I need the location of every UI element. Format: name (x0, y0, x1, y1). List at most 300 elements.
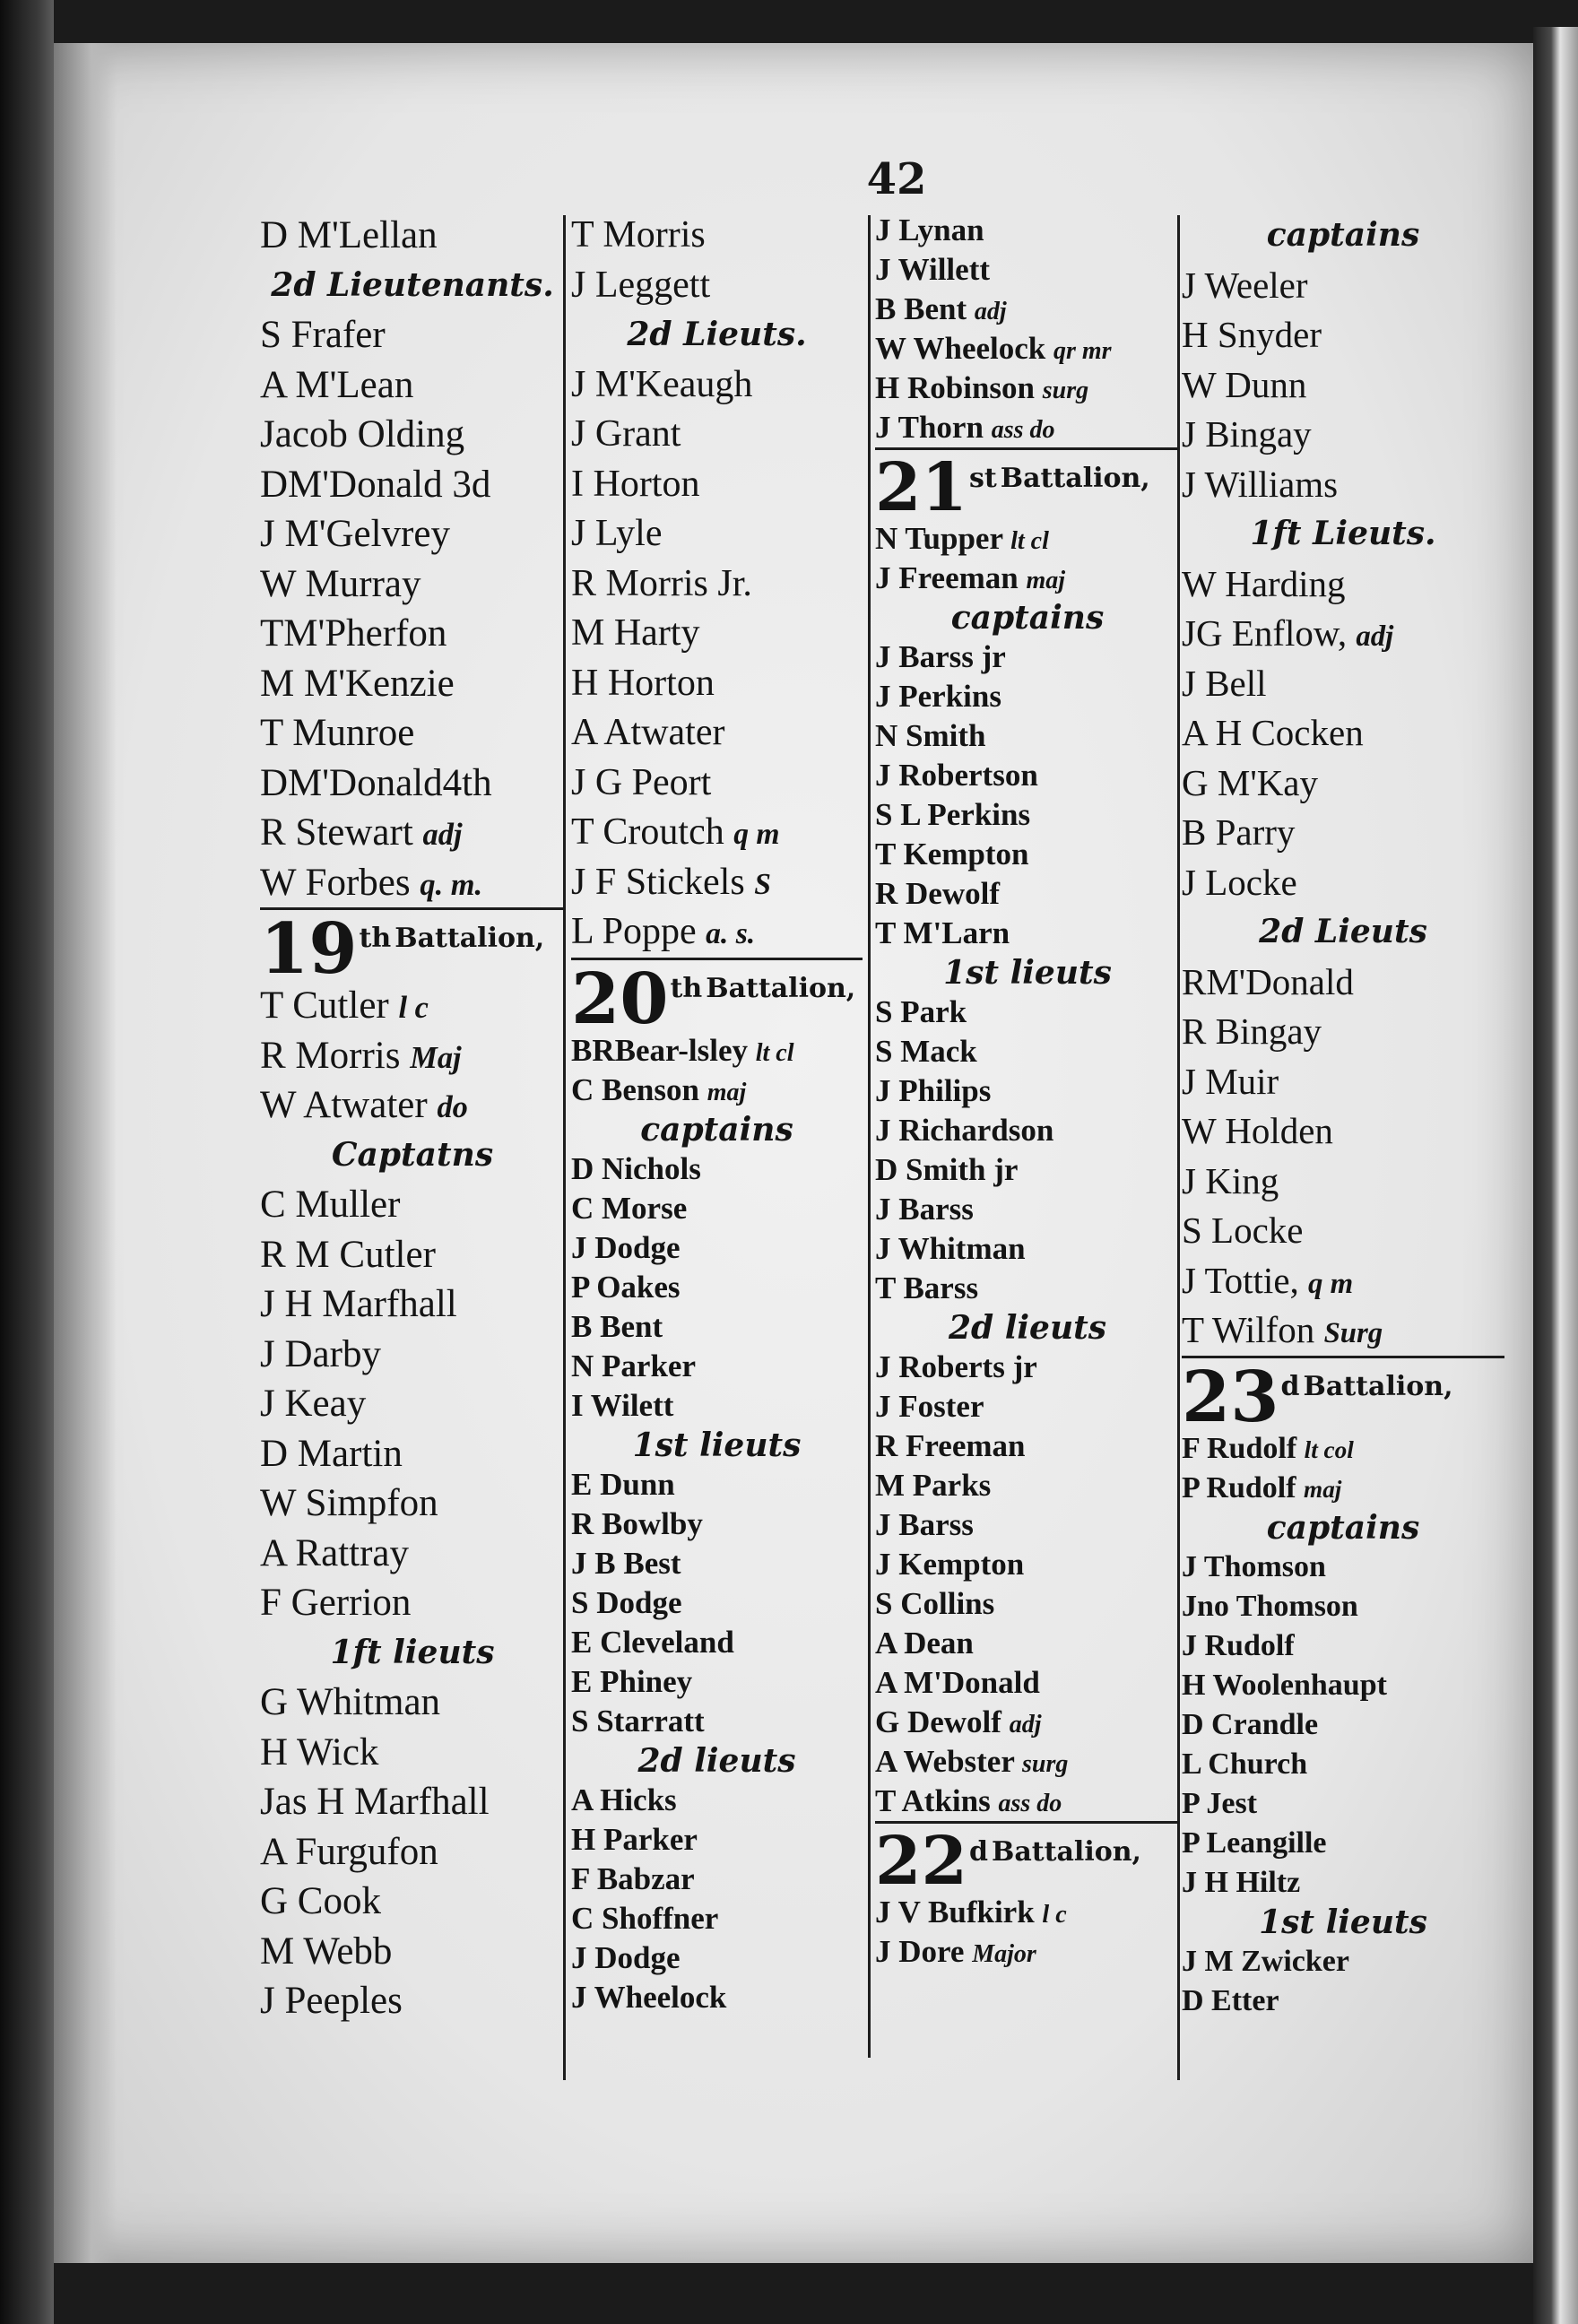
column-rule (868, 215, 871, 2058)
rank-subheading (1182, 211, 1504, 261)
officer-name: BRBear-lsley (571, 1032, 748, 1068)
officer-entry (260, 360, 565, 411)
battalion-heading (260, 907, 565, 990)
roster-section (571, 958, 863, 2017)
officer-name: H Parker (571, 1821, 698, 1857)
officer-name: J Williams (1182, 463, 1339, 505)
officer-name: L Church (1182, 1747, 1308, 1781)
column-2 (571, 211, 863, 2017)
officer-name: S Dodge (571, 1584, 682, 1620)
officer-name: B Bent (571, 1308, 663, 1344)
officer-name: D Martin (260, 1432, 403, 1475)
officer-entry (571, 1860, 863, 1899)
officer-role-suffix: l c (398, 991, 429, 1025)
officer-role-suffix: maj (1304, 1475, 1342, 1503)
officer-name: J Muir (1182, 1060, 1279, 1102)
officer-entry (1182, 609, 1504, 659)
rank-label: 2d lieuts (637, 1741, 796, 1780)
officer-name: A Dean (875, 1626, 974, 1661)
officer-name: Jas H Marfhall (260, 1781, 490, 1823)
battalion-ordinal-suffix: th (670, 972, 703, 1004)
officer-entry (875, 211, 1180, 250)
officer-role-suffix: surg (1042, 377, 1089, 404)
rank-label: captains (1266, 1508, 1420, 1547)
battalion-ordinal-suffix: d (968, 1836, 988, 1868)
officer-name: RM'Donald (1182, 960, 1354, 1002)
officer-entry (260, 1578, 565, 1628)
battalion-ordinal-suffix: st (968, 463, 997, 494)
officer-entry (875, 250, 1180, 290)
officer-name: J Barss (875, 1507, 974, 1542)
adjacent-page-edge (1533, 27, 1578, 2324)
officer-entry (260, 1728, 565, 1778)
officer-name: J Willett (875, 252, 991, 287)
officer-name: J Keay (260, 1383, 367, 1425)
officer-name: J Locke (1182, 861, 1297, 903)
officer-entry (1182, 708, 1504, 759)
officer-name: R Dewolf (875, 876, 1000, 911)
rank-subheading (260, 1131, 565, 1181)
officer-entry (571, 1899, 863, 1938)
officer-entry (260, 1330, 565, 1380)
rank-subheading (875, 1308, 1180, 1348)
officer-name: A Furgufon (260, 1830, 438, 1873)
rank-label: 2d Lieuts. (627, 316, 807, 353)
roster-section (1182, 211, 1504, 1356)
officer-name: G Cook (260, 1880, 381, 1922)
officer-name: Jacob Olding (260, 413, 465, 455)
officer-entry (1182, 1784, 1504, 1824)
rank-subheading (875, 953, 1180, 993)
officer-entry (260, 1777, 565, 1827)
officer-name: T M'Larn (875, 915, 1010, 950)
battalion-label: Battalion, (1000, 463, 1150, 494)
officer-name: S Locke (1182, 1210, 1304, 1251)
rank-subheading (1182, 907, 1504, 958)
officer-entry (571, 759, 863, 809)
officer-name: J Barss (875, 1192, 974, 1227)
officer-entry (875, 1893, 1180, 1932)
officer-entry (1182, 659, 1504, 709)
officer-entry (571, 509, 863, 559)
officer-entry (1182, 858, 1504, 908)
officer-name: H Horton (571, 662, 715, 704)
officer-role-suffix: adj (1356, 620, 1394, 653)
officer-name: M Harty (571, 612, 700, 654)
officer-name: A M'Donald (875, 1665, 1040, 1700)
officer-name: D Etter (1182, 1983, 1279, 2017)
officer-name: P Jest (1182, 1786, 1258, 1820)
officer-entry (875, 1426, 1180, 1466)
officer-name: J G Peort (571, 761, 712, 803)
officer-name: C Morse (571, 1190, 688, 1226)
rank-subheading (260, 261, 565, 311)
battalion-ordinal-suffix: d (1280, 1370, 1300, 1402)
rank-subheading (1182, 1508, 1504, 1548)
officer-name: D Nichols (571, 1150, 701, 1186)
officer-name: R Freeman (875, 1428, 1026, 1463)
officer-entry (1182, 1745, 1504, 1784)
officer-entry (571, 460, 863, 510)
battalion-heading (875, 447, 1180, 526)
officer-name: A H Cocken (1182, 712, 1364, 753)
officer-entry (260, 659, 565, 709)
officer-name: W Murray (260, 562, 421, 605)
officer-entry (571, 1583, 863, 1623)
officer-name: T Barss (875, 1270, 979, 1305)
officer-role-suffix: ass do (998, 1790, 1062, 1817)
officer-name: R Morris Jr. (571, 562, 752, 604)
officer-entry (571, 360, 863, 411)
officer-entry (875, 1742, 1180, 1782)
officer-role-suffix: lt cl (755, 1038, 794, 1067)
officer-name: J Bingay (1182, 413, 1312, 455)
rank-label: 1ft Lieuts. (1250, 515, 1436, 552)
officer-role-suffix: q m (1308, 1267, 1354, 1300)
battalion-heading (571, 958, 863, 1040)
officer-entry (875, 914, 1180, 953)
officer-entry (260, 808, 565, 858)
officer-name: J Freeman (875, 560, 1019, 595)
officer-name: J Kempton (875, 1547, 1025, 1582)
officer-entry (260, 1080, 565, 1131)
roster-section (571, 211, 863, 958)
officer-entry (571, 1228, 863, 1268)
officer-role-suffix: Surg (1323, 1317, 1383, 1349)
officer-name: C Muller (260, 1184, 401, 1226)
officer-name: L Poppe (571, 911, 697, 952)
rank-subheading (1182, 1903, 1504, 1942)
battalion-number: 23 (1182, 1356, 1279, 1438)
officer-name: DM'Donald4th (260, 761, 492, 804)
officer-entry (260, 1230, 565, 1280)
officer-entry (260, 1827, 565, 1877)
officer-name: J Bell (1182, 662, 1267, 704)
page-binding-shadow (54, 43, 117, 2263)
officer-entry (260, 410, 565, 460)
officer-entry (571, 1071, 863, 1110)
officer-entry (571, 1662, 863, 1702)
officer-name: N Smith (875, 718, 986, 753)
officer-name: I Wilett (571, 1387, 674, 1423)
officer-entry (1182, 1429, 1504, 1469)
officer-entry (260, 559, 565, 610)
officer-name: E Phiney (571, 1663, 693, 1699)
officer-entry (571, 1702, 863, 1741)
roster-section (1182, 1356, 1504, 2021)
rank-subheading (571, 1426, 863, 1465)
officer-name: J Perkins (875, 679, 1001, 714)
officer-role-suffix: Major (972, 1940, 1036, 1968)
officer-role-suffix: qr mr (1053, 337, 1112, 365)
officer-name: H Woolenhaupt (1182, 1668, 1387, 1702)
officer-entry (260, 708, 565, 759)
rank-label: captains (950, 599, 1105, 637)
officer-entry (571, 659, 863, 709)
officer-entry (875, 637, 1180, 677)
officer-name: D Crandle (1182, 1707, 1319, 1741)
officer-entry (1182, 1942, 1504, 1981)
column-4 (1182, 211, 1504, 2021)
officer-entry (875, 716, 1180, 756)
officer-name: M Parks (875, 1468, 992, 1503)
officer-entry (875, 1703, 1180, 1742)
officer-name: J Foster (875, 1389, 984, 1424)
rank-label: 2d Lieutenants. (271, 265, 554, 304)
rank-label: 1st lieuts (943, 954, 1112, 992)
officer-entry (571, 609, 863, 659)
officer-entry (260, 981, 565, 1031)
officer-entry (1182, 1981, 1504, 2021)
officer-entry (875, 329, 1180, 369)
officer-entry (875, 1348, 1180, 1387)
officer-role-suffix: q. m. (420, 867, 483, 902)
officer-entry (875, 1111, 1180, 1150)
rank-subheading (571, 1741, 863, 1781)
officer-name: R Bowlby (571, 1505, 703, 1541)
officer-name: J F Stickels (571, 861, 745, 903)
officer-name: R Morris (260, 1034, 401, 1077)
rank-label: 2d lieuts (948, 1309, 1107, 1347)
officer-role-suffix: S (754, 867, 771, 901)
officer-entry (875, 1269, 1180, 1308)
officer-name: J H Marfhall (260, 1283, 457, 1325)
officer-entry (875, 1932, 1180, 1972)
officer-entry (571, 1465, 863, 1505)
officer-entry (571, 1268, 863, 1307)
officer-entry (571, 1623, 863, 1662)
officer-role-suffix: Maj (410, 1040, 462, 1075)
officer-entry (1182, 1824, 1504, 1863)
officer-name: M Webb (260, 1929, 393, 1973)
officer-name: J Lynan (875, 212, 984, 247)
rank-label: captains (1266, 216, 1420, 254)
officer-entry (260, 759, 565, 809)
officer-name: R M Cutler (260, 1233, 436, 1276)
officer-name: T Kempton (875, 837, 1029, 872)
officer-entry (875, 1071, 1180, 1111)
officer-name: J Peeples (260, 1980, 403, 2022)
officer-entry (571, 1820, 863, 1860)
officer-name: J H Hiltz (1182, 1865, 1301, 1899)
officer-entry (571, 1505, 863, 1544)
officer-entry (1182, 1157, 1504, 1207)
rank-subheading (260, 1628, 565, 1678)
officer-entry (875, 519, 1180, 559)
officer-entry (260, 1031, 565, 1081)
officer-entry (875, 756, 1180, 795)
rank-subheading (571, 1110, 863, 1149)
officer-name: J M'Keaugh (571, 363, 753, 405)
officer-name: M M'Kenzie (260, 662, 455, 705)
officer-name: J King (1182, 1159, 1279, 1201)
officer-entry (571, 1544, 863, 1583)
officer-name: B Bent (875, 291, 967, 326)
officer-entry (875, 874, 1180, 914)
officer-entry (875, 1782, 1180, 1821)
officer-entry (571, 1938, 863, 1978)
officer-role-suffix: do (437, 1090, 468, 1124)
battalion-label: Battalion, (706, 972, 856, 1004)
officer-entry (571, 858, 863, 908)
officer-entry (571, 211, 863, 261)
battalion-ordinal-suffix: th (359, 923, 392, 954)
officer-name: J Barss jr (875, 639, 1006, 674)
officer-entry (260, 609, 565, 659)
officer-name: A Rattray (260, 1531, 409, 1574)
officer-name: J Thorn (875, 410, 984, 445)
officer-entry (1182, 261, 1504, 311)
officer-name: J M'Gelvrey (260, 513, 450, 555)
officer-name: J Dodge (571, 1229, 681, 1265)
officer-name: D M'Lellan (260, 214, 438, 256)
officer-entry (260, 1180, 565, 1230)
officer-entry (1182, 958, 1504, 1008)
officer-entry (260, 509, 565, 559)
officer-entry (1182, 1705, 1504, 1745)
officer-entry (1182, 1587, 1504, 1626)
officer-name: E Cleveland (571, 1624, 734, 1660)
officer-entry (1182, 1863, 1504, 1903)
officer-name: W Holden (1182, 1110, 1333, 1151)
officer-name: T Croutch (571, 811, 724, 853)
officer-role-suffix: maj (1026, 567, 1066, 594)
battalion-number: 20 (571, 958, 669, 1040)
officer-name: S Frafer (260, 314, 386, 356)
officer-entry (875, 1505, 1180, 1545)
officer-name: S Mack (875, 1034, 977, 1069)
officer-name: T Wilfon (1182, 1309, 1315, 1350)
officer-name: J Lyle (571, 513, 663, 554)
officer-entry (1182, 410, 1504, 460)
rank-label: 1st lieuts (1259, 1903, 1427, 1941)
officer-name: J Robertson (875, 758, 1038, 793)
officer-entry (875, 1584, 1180, 1624)
officer-name: P Leangille (1182, 1825, 1327, 1860)
officer-entry (571, 708, 863, 759)
roster-section (875, 1821, 1180, 1972)
officer-name: B Parry (1182, 811, 1296, 853)
officer-entry (571, 410, 863, 460)
officer-role-suffix: lt col (1304, 1435, 1354, 1463)
officer-entry (1182, 1666, 1504, 1705)
officer-entry (1182, 808, 1504, 858)
officer-name: E Dunn (571, 1466, 675, 1502)
officer-role-suffix: ass do (991, 416, 1055, 444)
officer-name: DM'Donald 3d (260, 463, 491, 506)
officer-entry (875, 1545, 1180, 1584)
rank-label: 2d Lieuts (1259, 913, 1427, 950)
officer-name: T Cutler (260, 984, 389, 1027)
officer-name: F Gerrion (260, 1582, 412, 1624)
battalion-number: 22 (875, 1823, 967, 1900)
officer-entry (571, 1189, 863, 1228)
officer-name: N Tupper (875, 521, 1003, 556)
officer-name: G Whitman (260, 1681, 441, 1723)
officer-name: W Dunn (1182, 363, 1307, 405)
officer-entry (260, 1379, 565, 1429)
officer-entry (875, 1663, 1180, 1703)
officer-entry (875, 408, 1180, 447)
officer-entry (571, 1386, 863, 1426)
officer-name: J Wheelock (571, 1979, 727, 2015)
officer-name: A Hicks (571, 1782, 677, 1817)
officer-name: P Rudolf (1182, 1470, 1296, 1505)
officer-name: J B Best (571, 1545, 681, 1581)
officer-name: T Morris (571, 214, 706, 256)
column-3 (875, 211, 1180, 1972)
battalion-number: 19 (260, 908, 358, 990)
officer-name: J Tottie, (1182, 1259, 1299, 1301)
officer-entry (260, 858, 565, 908)
officer-name: T Munroe (260, 712, 415, 754)
officer-entry (260, 1479, 565, 1529)
officer-entry (1182, 1256, 1504, 1306)
officer-entry (571, 808, 863, 858)
officer-name: JG Enflow, (1182, 612, 1348, 654)
officer-entry (260, 1877, 565, 1927)
officer-name: H Snyder (1182, 314, 1322, 355)
officer-entry (875, 559, 1180, 598)
officer-name: J Grant (571, 413, 681, 455)
officer-name: W Forbes (260, 861, 411, 904)
officer-name: Jno Thomson (1182, 1589, 1358, 1623)
officer-name: C Benson (571, 1071, 699, 1107)
officer-name: W Wheelock (875, 331, 1046, 366)
officer-name: J Thomson (1182, 1549, 1326, 1583)
officer-name: N Parker (571, 1348, 696, 1383)
officer-entry (571, 559, 863, 610)
officer-entry (875, 1032, 1180, 1071)
battalion-heading (875, 1821, 1180, 1900)
officer-role-suffix: lt cl (1010, 527, 1049, 555)
officer-name: F Babzar (571, 1860, 695, 1896)
officer-entry (260, 1429, 565, 1479)
officer-name: W Harding (1182, 562, 1346, 604)
officer-name: I Horton (571, 463, 700, 505)
officer-entry (875, 795, 1180, 835)
roster-section (260, 907, 565, 2026)
rank-subheading (1182, 509, 1504, 559)
page-number: 42 (866, 154, 927, 204)
officer-entry (571, 1978, 863, 2017)
officer-name: J Whitman (875, 1231, 1026, 1266)
officer-entry (571, 1347, 863, 1386)
officer-name: R Stewart (260, 811, 413, 854)
officer-name: A M'Lean (260, 363, 414, 406)
battalion-label: Battalion, (394, 923, 545, 954)
officer-name: S Collins (875, 1586, 995, 1621)
officer-name: W Atwater (260, 1084, 428, 1126)
officer-entry (571, 1781, 863, 1820)
officer-name: A Atwater (571, 712, 725, 753)
scan-left-margin (0, 0, 54, 2324)
officer-name: S Starratt (571, 1703, 705, 1739)
officer-entry (875, 835, 1180, 874)
officer-name: J Leggett (571, 264, 711, 306)
officer-entry (875, 369, 1180, 408)
battalion-number: 21 (875, 449, 967, 526)
officer-entry (1182, 1548, 1504, 1587)
officer-name: J M Zwicker (1182, 1944, 1349, 1978)
officer-role-suffix: adj (422, 818, 463, 852)
officer-role-suffix: adj (1009, 1711, 1042, 1739)
officer-entry (1182, 1626, 1504, 1666)
officer-entry (1182, 759, 1504, 809)
officer-name: R Bingay (1182, 1010, 1322, 1052)
officer-role-suffix: maj (707, 1078, 747, 1106)
officer-name: S L Perkins (875, 797, 1031, 832)
